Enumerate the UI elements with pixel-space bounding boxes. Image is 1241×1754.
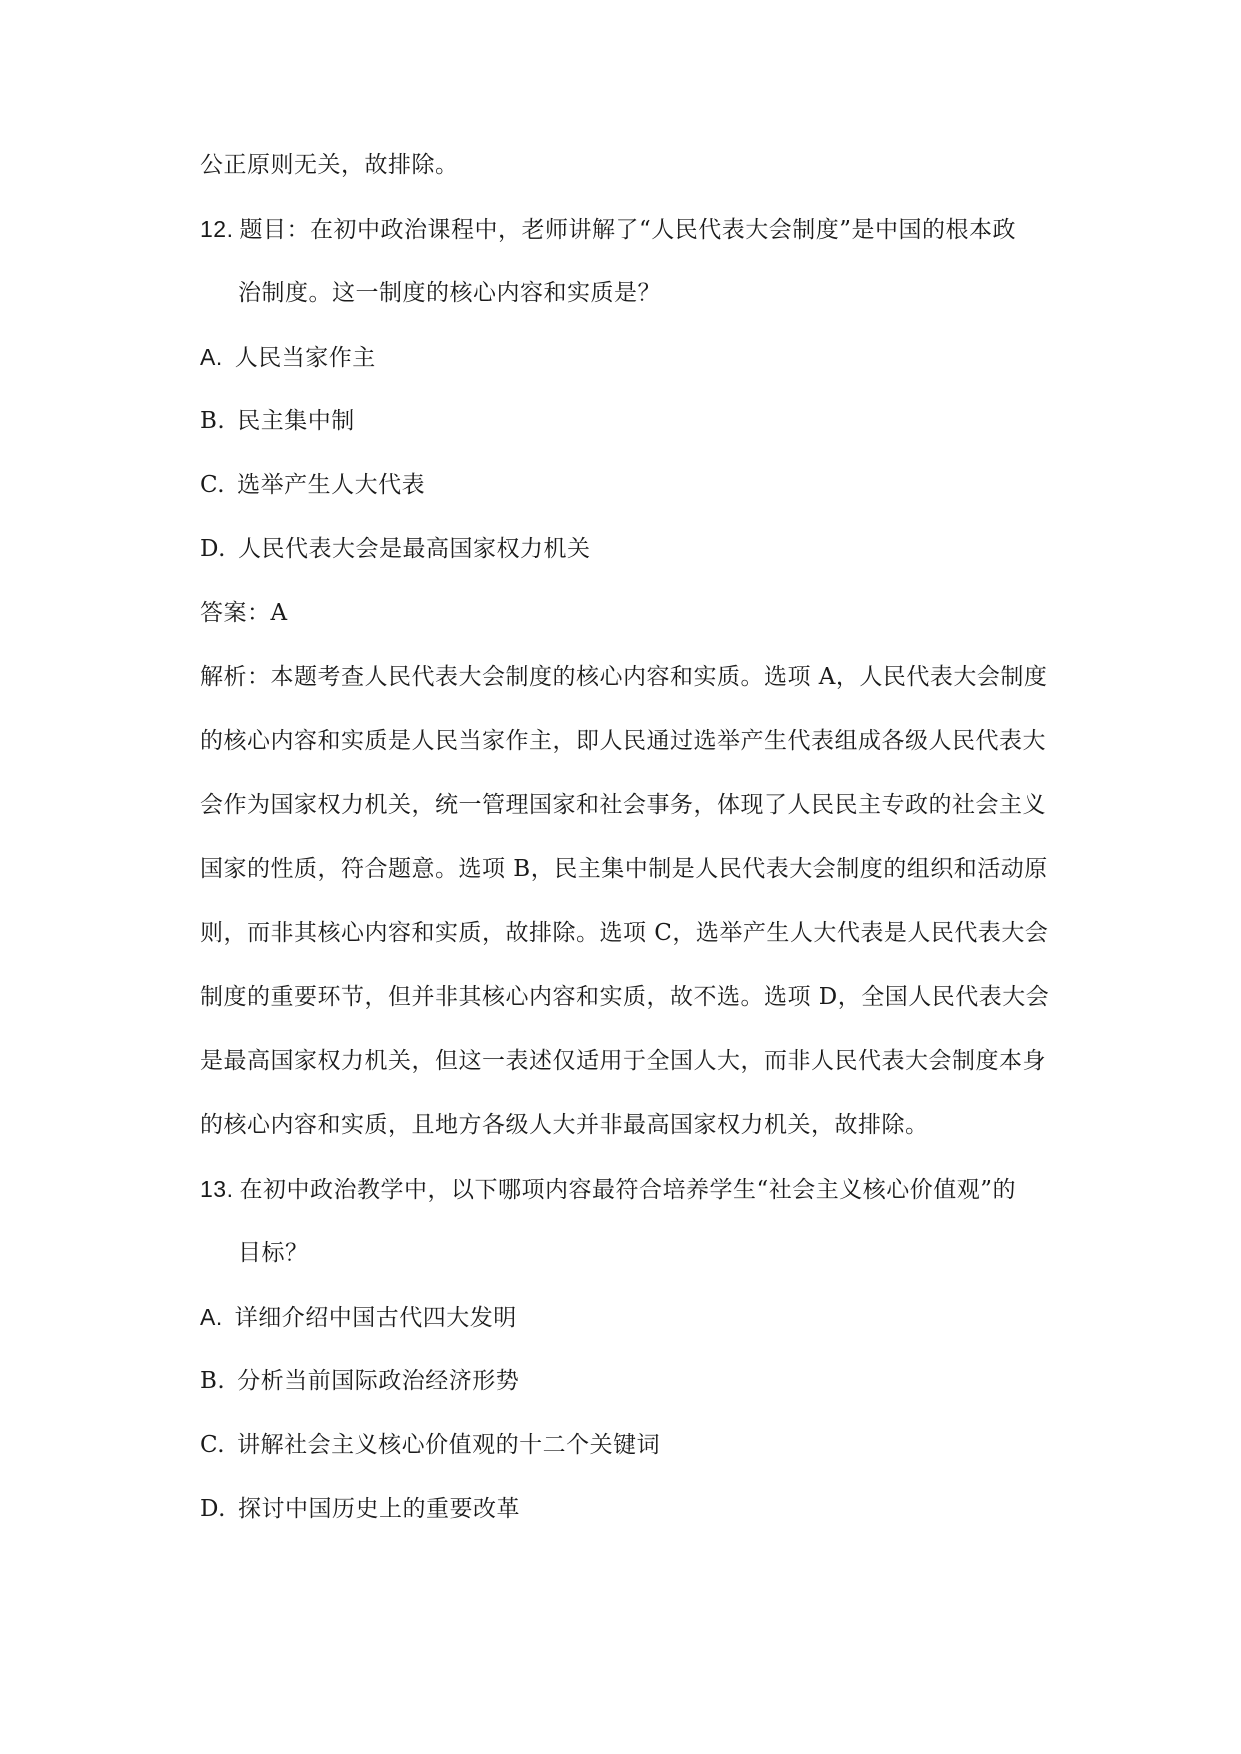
option-letter: B. — [200, 1368, 226, 1394]
q12-stem-line2: 治制度。这一制度的核心内容和实质是？ — [238, 280, 661, 306]
option-text: 民主集中制 — [237, 408, 355, 434]
option-letter: D. — [200, 536, 226, 562]
option-letter: A. — [200, 344, 223, 370]
q12-analysis-line: 制度的重要环节，但并非其核心内容和实质，故不选。选项 D，全国人民代表大会 — [200, 984, 1050, 1010]
q12-number: 12. — [200, 216, 234, 242]
q12-stem-line1 — [200, 214, 1016, 245]
option-letter: D. — [200, 1496, 226, 1522]
q13-number: 13. — [200, 1176, 234, 1202]
q12-analysis-line: 国家的性质，符合题意。选项 B，民主集中制是人民代表大会制度的组织和活动原 — [200, 856, 1048, 882]
q12-option-d — [200, 534, 590, 564]
q12-option-a — [200, 342, 376, 373]
option-letter: B. — [200, 408, 226, 434]
q13-option-a — [200, 1302, 517, 1333]
option-letter: C. — [200, 472, 226, 498]
q12-analysis-line: 解析：本题考查人民代表大会制度的核心内容和实质。选项 A，人民代表大会制度 — [200, 664, 1048, 690]
q12-analysis-line: 会作为国家权力机关，统一管理国家和社会事务，体现了人民民主专政的社会主义 — [200, 792, 1046, 818]
option-text: 探讨中国历史上的重要改革 — [237, 1496, 520, 1522]
option-text: 讲解社会主义核心价值观的十二个关键词 — [237, 1432, 661, 1458]
q12-analysis-line: 是最高国家权力机关，但这一表述仅适用于全国人大，而非人民代表大会制度本身 — [200, 1048, 1046, 1074]
option-text: 选举产生人大代表 — [237, 472, 426, 498]
option-letter: C. — [200, 1432, 226, 1458]
q12-analysis-line: 的核心内容和实质，且地方各级人大并非最高国家权力机关，故排除。 — [200, 1112, 929, 1138]
q12-analysis-line: 则，而非其核心内容和实质，故排除。选项 C，选举产生人大代表是人民代表大会 — [200, 920, 1049, 946]
q13-stem-text-1: 在初中政治教学中，以下哪项内容最符合培养学生“社会主义核心价值观”的 — [239, 1177, 1017, 1203]
q12-answer: 答案：A — [200, 600, 288, 626]
q13-stem-line2: 目标？ — [238, 1240, 309, 1266]
paragraph-tail: 公正原则无关，故排除。 — [200, 152, 459, 178]
q13-stem-line1 — [200, 1174, 1016, 1205]
option-text: 人民当家作主 — [234, 345, 376, 371]
q12-option-b — [200, 406, 355, 436]
option-letter: A. — [200, 1304, 223, 1330]
q13-option-b — [200, 1366, 519, 1396]
q12-option-c — [200, 470, 425, 500]
q12-analysis-line: 的核心内容和实质是人民当家作主，即人民通过选举产生代表组成各级人民代表大 — [200, 728, 1046, 754]
option-text: 详细介绍中国古代四大发明 — [234, 1305, 517, 1331]
q12-stem-text-1: 题目：在初中政治课程中，老师讲解了“人民代表大会制度”是中国的根本政 — [239, 217, 1017, 243]
option-text: 人民代表大会是最高国家权力机关 — [237, 536, 591, 562]
option-text: 分析当前国际政治经济形势 — [237, 1368, 520, 1394]
q13-option-c — [200, 1430, 660, 1460]
q13-option-d — [200, 1494, 520, 1524]
